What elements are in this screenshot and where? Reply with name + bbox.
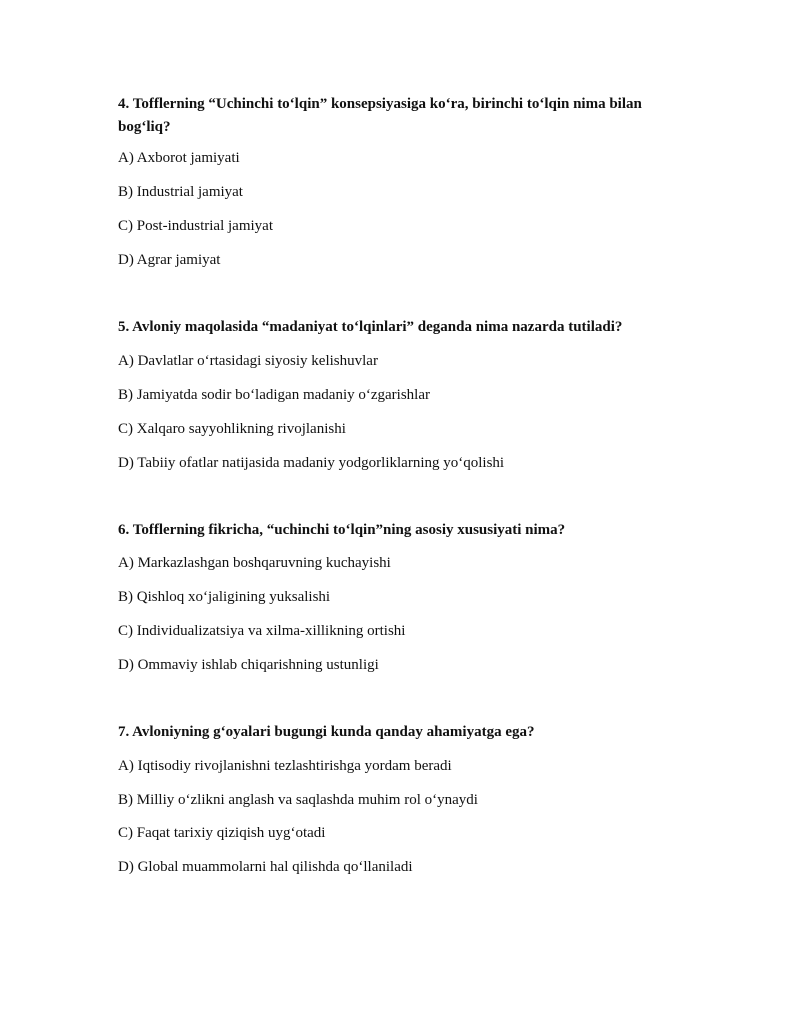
option-b: B) Milliy o‘zlikni anglash va saqlashda muhim rol o‘ynaydi xyxy=(118,792,478,808)
question-text: 6. Tofflerning fikricha, “uchinchi to‘lqin”ning asosiy xususiyati nima? xyxy=(118,522,566,538)
option-c: C) Post-industrial jamiyat xyxy=(118,218,273,234)
option-b: B) Jamiyatda sodir bo‘ladigan madaniy o‘zgarishlar xyxy=(118,387,430,403)
option-d: D) Tabiiy ofatlar natijasida madaniy yodgorliklarning yo‘qolishi xyxy=(118,455,505,471)
question-5 xyxy=(118,316,688,471)
option-a: A) Axborot jamiyati xyxy=(118,150,240,166)
option-d: D) Global muammolarni hal qilishda qo‘llaniladi xyxy=(118,859,413,875)
option-c: C) Faqat tarixiy qiziqish uyg‘otadi xyxy=(118,825,326,841)
question-6 xyxy=(118,519,688,673)
option-b: B) Industrial jamiyat xyxy=(118,184,243,200)
option-a: A) Markazlashgan boshqaruvning kuchayishi xyxy=(118,555,391,571)
question-text: 7. Avloniyning g‘oyalari bugungi kunda qanday ahamiyatga ega? xyxy=(118,724,535,740)
question-text: 5. Avloniy maqolasida “madaniyat to‘lqinlari” deganda nima nazarda tutiladi? xyxy=(118,319,623,335)
question-7 xyxy=(118,721,688,875)
option-d: D) Ommaviy ishlab chiqarishning ustunligi xyxy=(118,657,379,673)
option-b: B) Qishloq xo‘jaligining yuksalishi xyxy=(118,589,331,605)
option-d: D) Agrar jamiyat xyxy=(118,252,221,268)
option-a: A) Iqtisodiy rivojlanishni tezlashtirishga yordam beradi xyxy=(118,758,452,774)
question-text: 4. Tofflerning “Uchinchi to‘lqin” konsepsiyasiga ko‘ra, birinchi to‘lqin nima bilan bog‘liq? xyxy=(118,96,642,135)
option-c: C) Xalqaro sayyohlikning rivojlanishi xyxy=(118,421,346,437)
option-c: C) Individualizatsiya va xilma-xillikning ortishi xyxy=(118,623,406,639)
option-a: A) Davlatlar o‘rtasidagi siyosiy kelishuvlar xyxy=(118,353,378,369)
question-4 xyxy=(118,93,688,268)
